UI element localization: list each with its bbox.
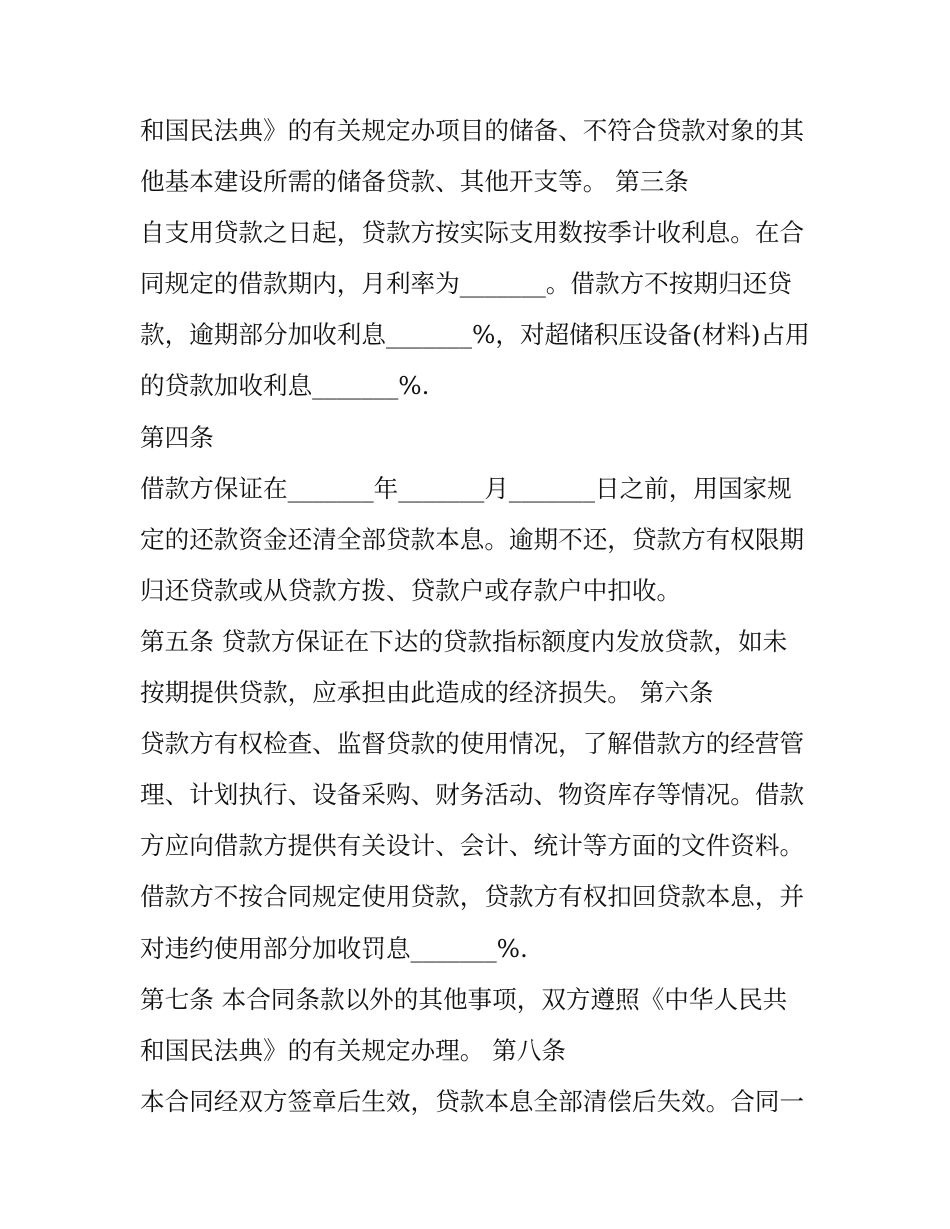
- article-heading: 第四条: [140, 422, 214, 452]
- contract-body: [140, 105, 820, 1127]
- text-line: 第五条 贷款方保证在下达的贷款指标额度内发放贷款，如未: [140, 626, 788, 656]
- text-line: 和国民法典》的有关规定办理。 第八条: [140, 1035, 566, 1065]
- text-line: 归还贷款或从贷款方拨、贷款户或存款户中扣收。: [140, 575, 682, 605]
- text-line: 按期提供贷款，应承担由此造成的经济损失。 第六条: [140, 678, 714, 708]
- text-line: 款，逾期部分加收利息_______%，对超储积压设备(材料)占用: [140, 320, 810, 350]
- text-line: 第七条 本合同条款以外的其他事项，双方遵照《中华人民共: [140, 984, 788, 1014]
- text-line: 定的还款资金还清全部贷款本息。逾期不还，贷款方有权限期: [140, 524, 805, 554]
- text-line: 方应向借款方提供有关设计、会计、统计等方面的文件资料。: [140, 831, 805, 861]
- text-line: 理、计划执行、设备采购、财务活动、物资库存等情况。借款: [140, 780, 805, 810]
- text-line: 自支用贷款之日起，贷款方按实际支用数按季计收利息。在合: [140, 218, 805, 248]
- text-line: 的贷款加收利息_______%.: [140, 371, 430, 401]
- text-line: 贷款方有权检查、监督贷款的使用情况，了解借款方的经营管: [140, 729, 805, 759]
- text-line: 同规定的借款期内，月利率为_______。借款方不按期归还贷: [140, 269, 792, 299]
- text-line: 对违约使用部分加收罚息_______%.: [140, 933, 528, 963]
- text-line: 借款方保证在_______年_______月_______日之前，用国家规: [140, 473, 792, 503]
- text-line: 和国民法典》的有关规定办项目的储备、不符合贷款对象的其: [140, 116, 805, 145]
- text-line: 他基本建设所需的储备贷款、其他开支等。 第三条: [140, 167, 689, 197]
- text-line: 借款方不按合同规定使用贷款，贷款方有权扣回贷款本息，并: [140, 882, 805, 912]
- text-line: 本合同经双方签章后生效，贷款本息全部清偿后失效。合同一: [140, 1086, 805, 1116]
